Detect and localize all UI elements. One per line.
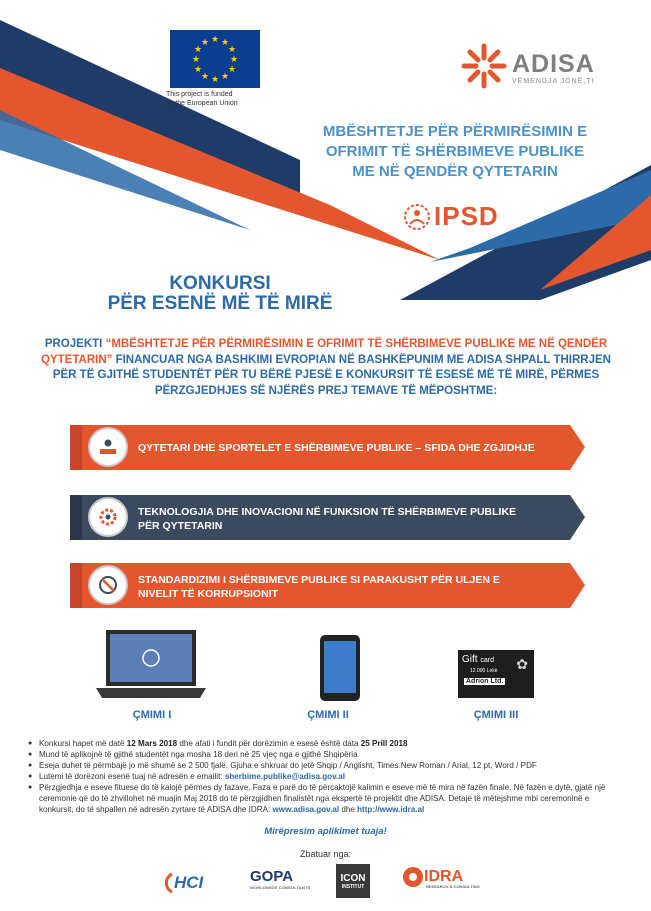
gift-card-title-text: Gift (462, 654, 478, 665)
rule-eligibility: ● Mund të aplikojnë të gjithë studentët nga mosha 18 deri në 25 vjeç nga e gjithë Shqipëria (28, 749, 624, 760)
rule-selection-mid: dhe (339, 805, 358, 814)
topic-1-text: QYTETARI DHE SPORTELET E SHËRBIMEVE PUBLIKE – SFIDA DHE ZGJIDHJE (138, 442, 535, 454)
intro-part2: FINANCUAR NGA BASHKIMI EVROPIAN NË BASHKËPUNIM ME ADISA SHPALL THIRRJEN PËR TË GJITHË STUDENTËT PËR TU BËRË PJESË E KONKURSIT TË ESESË MË TË MIRË, PËRMES PËRZGJEDHJES SË NJËRËS PREJ TEMAVE TË MËPOSHTME: (52, 353, 611, 397)
prize-1-label: ÇMIMI I (132, 709, 172, 721)
topic-2-badge (88, 497, 128, 537)
no-corruption-icon (97, 574, 119, 596)
innovation-gear-icon (97, 506, 119, 528)
svg-text:★: ★ (227, 45, 237, 55)
icon-institut-subtext: INSTITUT (341, 884, 365, 890)
svg-text:★: ★ (210, 75, 220, 85)
idra-logo (402, 866, 480, 889)
idra-website-link[interactable]: http://www.idra.al (357, 805, 425, 814)
intro-project-name: “MBËSHTETJE PËR PËRMIRËSIMIN E OFRIMIT TË SHËRBIMEVE PUBLIKE ME NË QENDËR QYTETARIN” (41, 338, 608, 366)
rule-selection (28, 782, 624, 815)
icon-institut-text: ICON (340, 873, 366, 884)
rule-submission (28, 771, 624, 782)
gopa-text: GOPA (250, 868, 294, 885)
closing-line: Mirëpresim aplikimet tuaja! (264, 826, 387, 837)
gopa-logo (250, 868, 311, 890)
topic-2-text: TEKNOLOGJIA DHE INOVACIONI NË FUNKSION TË SHËRBIMEVE PUBLIKE PËR QYTETARIN (138, 506, 517, 532)
rule-dates-b: dhe afati i fundit për dorëzimin e esesë është data (177, 739, 361, 748)
service-desk-icon (97, 436, 119, 458)
gift-card-icon (458, 650, 534, 698)
eu-caption-line2: by the European Union (166, 100, 238, 107)
rule-deadline-date: 25 Prill 2018 (360, 739, 408, 748)
prize-3-label: ÇMIMI III (473, 709, 519, 721)
svg-text:★: ★ (229, 55, 239, 65)
svg-text:★: ★ (200, 72, 210, 82)
hci-arc-icon (160, 872, 174, 894)
icon-institut-logo (336, 864, 370, 898)
svg-text:★: ★ (220, 38, 230, 48)
headline-line1: MBËSHTETJE PËR PËRMIRËSIMIN E (322, 123, 588, 140)
gopa-subtext: WORLDWIDE CONSULTANTS (250, 885, 311, 890)
topic-3-text: STANDARDIZIMI I SHËRBIMEVE PUBLIKE SI PARAKUSHT PËR ULJEN E NIVELIT TË KORRUPSIONIT (138, 574, 500, 600)
rule-dates (28, 738, 624, 749)
adisa-website-link[interactable]: www.adisa.gov.al (272, 805, 340, 814)
ribbon-bow-icon: ✿ (516, 656, 528, 672)
svg-text:★: ★ (191, 55, 201, 65)
hci-text: HCI (174, 873, 204, 892)
adisa-name: ADISA (512, 50, 595, 78)
rule-open-date: 12 Mars 2018 (126, 739, 178, 748)
svg-text:★: ★ (193, 45, 203, 55)
rule-dates-a: Konkursi hapet më datë (39, 739, 127, 748)
idra-text: IDRA (424, 868, 464, 885)
rule-submission-text: Lutemi të dorëzoni esenë tuaj në adresën e emailit: (39, 772, 225, 781)
implemented-by-label: Zbatuar nga: (299, 849, 352, 859)
svg-text:★: ★ (200, 38, 210, 48)
idra-circle-icon (402, 866, 424, 888)
laptop-icon (96, 628, 206, 703)
gift-card-value: 12.000 Lekë (470, 668, 498, 674)
ipsd-name: IPSD (434, 201, 499, 231)
headline-line3: ME NË QENDËR QYTETARIN (352, 163, 558, 180)
svg-text:★: ★ (220, 72, 230, 82)
rule-selection-text: Përzgjedhja e eseve fituese do të kalojë përmes dy fazave. Faza e parë do të përcaktojë kalimin e eseve më të mira në fazën finale. Në fazën e dytë, gjatë një ceremonie që do të zhvillohet në muajin Maj 2018 do të përzgjidhen finalistët nga ekspertë të projektit dhe ADISA. Detaje të mëtejshme mbi ceremoninë e konkursit, do të shpallen në adresën zyrtare të ADISA dhe IDRA: (39, 783, 606, 814)
intro-part1: PROJEKTI (44, 338, 106, 350)
svg-text:★: ★ (227, 65, 237, 75)
gift-card-title (462, 654, 494, 665)
contest-subtitle: PËR ESENË MË TË MIRË (107, 293, 333, 314)
adisa-tagline: VËMENDJA JONË,TI (512, 78, 595, 85)
eu-caption-line1: This project is funded (166, 91, 233, 98)
svg-text:★: ★ (193, 65, 203, 75)
svg-text:★: ★ (210, 35, 220, 45)
idra-subtext: RESEARCH & CONSULTING (426, 884, 480, 889)
tablet-icon (318, 633, 362, 703)
hci-logo (160, 872, 203, 894)
headline-line2: OFRIMIT TË SHËRBIMEVE PUBLIKE (325, 143, 585, 160)
submission-email-link[interactable]: sherbime.publike@adisa.gov.al (224, 772, 346, 781)
topic-1-badge (88, 427, 128, 467)
gift-card-store: Adrion Ltd. (466, 678, 504, 685)
topic-3-badge (88, 565, 128, 605)
gift-card-sub-text: card (480, 657, 494, 664)
rule-format: ● Eseja duhet të përmbajë jo më shumë se 2 500 fjalë. Gjuha e shkruar do jetë Shqip / Anglisht, Times New Roman / Arial, 12 pt, Word / PDF (28, 760, 624, 771)
contest-title: KONKURSI (169, 273, 271, 294)
rules-list (28, 738, 624, 815)
prize-2-label: ÇMIMI II (307, 709, 349, 721)
